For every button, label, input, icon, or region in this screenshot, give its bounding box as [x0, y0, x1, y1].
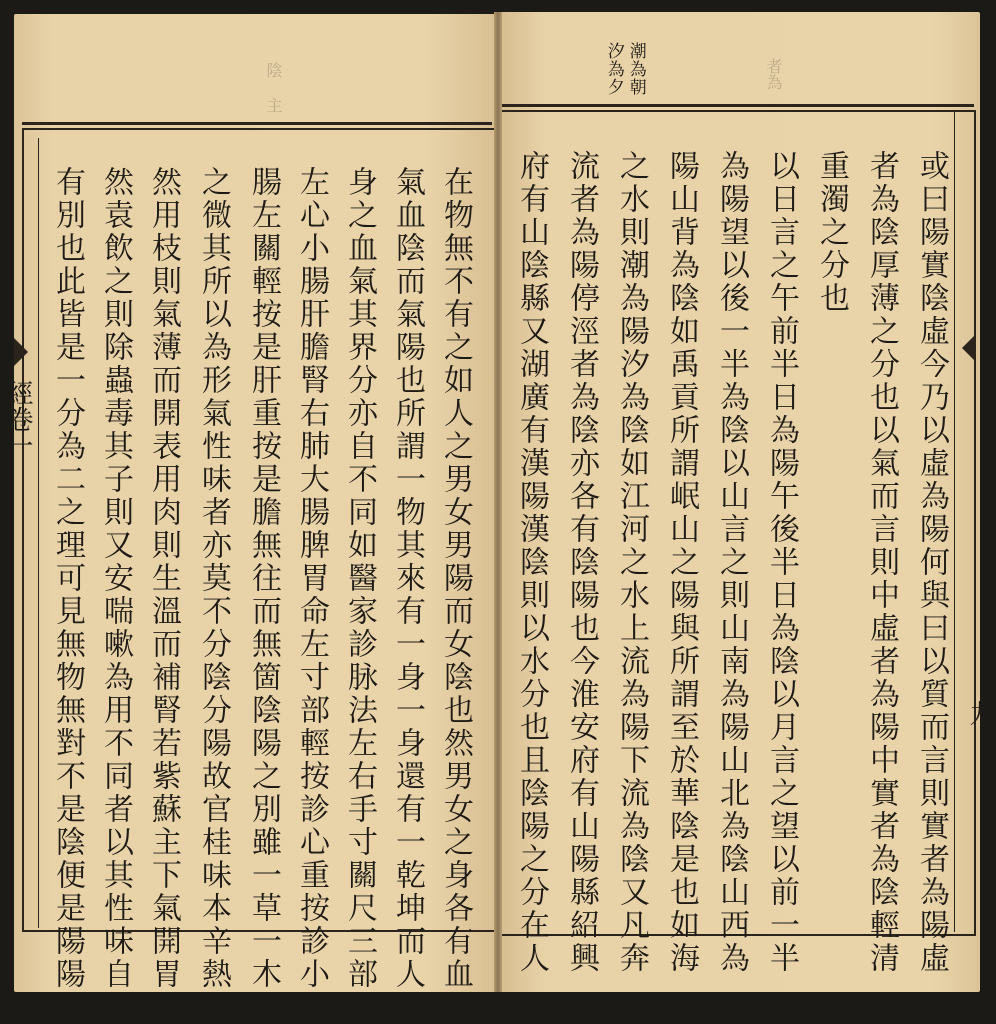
right-text-column: 陽山背為陰如禹貢所謂岷山之陽與所謂至於華陰是也如海 — [664, 150, 699, 975]
right-text-column: 為陽望以後一半為陰以山言之則山南為陽山北為陰山西為 — [714, 150, 749, 975]
fold-marker — [14, 338, 28, 366]
right-inner-rule — [954, 110, 955, 932]
right-text-column: 者為陰厚薄之分也以氣而言則中虛者為陽中實者為陰輕清 — [864, 150, 899, 975]
folio-number: 九 — [965, 700, 995, 726]
bleed-through-mark: 者為 — [764, 58, 783, 90]
right-text-column: 重濁之分也 — [814, 150, 849, 315]
book-gutter — [494, 12, 502, 992]
right-text-column: 或曰陽實陰虛今乃以虛為陽何與曰以質而言則實者為陽虛 — [914, 150, 949, 975]
left-top-rule — [22, 122, 492, 125]
left-text-column: 氣血陰而氣陽也所謂一物其來有一身一身還有一乾坤而人 — [390, 166, 425, 991]
header-note-2: 汐為夕 — [603, 42, 624, 96]
left-text-column: 之微其所以為形氣性味者亦莫不分陰分陽故官桂味本辛熱 — [196, 166, 231, 991]
right-text-column: 以日言之午前半日為陽午後半日為陰以月言之望以前一半 — [764, 150, 799, 975]
left-text-column: 然用枝則氣薄而開表用肉則生溫而補腎若紫蘇主下氣開胃 — [146, 166, 181, 991]
left-text-column: 在物無不有之如人之男女男陽而女陰也然男女之身各有血 — [438, 166, 473, 991]
bleed-through-mark: 陰 主 — [264, 62, 283, 113]
fold-marker — [962, 334, 976, 362]
left-text-column: 左心小腸肝膽腎右肺大腸脾胃命左寸部輕按診心重按診小 — [294, 166, 329, 991]
right-text-column: 之水則潮為陽汐為陰如江河之水上流為陽下流為陰又凡奔 — [614, 150, 649, 975]
right-top-rule — [502, 104, 974, 107]
header-note-1: 潮為朝 — [625, 42, 646, 96]
left-text-column: 然袁飲之則除蟲毒其子則又安喘嗽為用不同者以其性味自 — [98, 166, 133, 991]
left-text-column: 身之血氣其界分亦自不同如醫家診脉法左右手寸關尺三部 — [342, 166, 377, 991]
left-margin-label: 經卷一 — [3, 380, 33, 458]
left-text-column: 腸左關輕按是肝重按是膽無往而無箇陰陽之別雖一草一木 — [246, 166, 281, 991]
left-text-column: 有別也此皆是一分為二之理可見無物無對不是陰便是陽陽 — [50, 166, 85, 991]
right-text-column: 流者為陽停涇者為陰亦各有陰陽也今淮安府有山陽縣紹興 — [564, 150, 599, 975]
right-text-column: 府有山陰縣又湖廣有漢陽漢陰則以水分也且陰陽之分在人 — [514, 150, 549, 975]
left-inner-rule — [38, 138, 39, 928]
